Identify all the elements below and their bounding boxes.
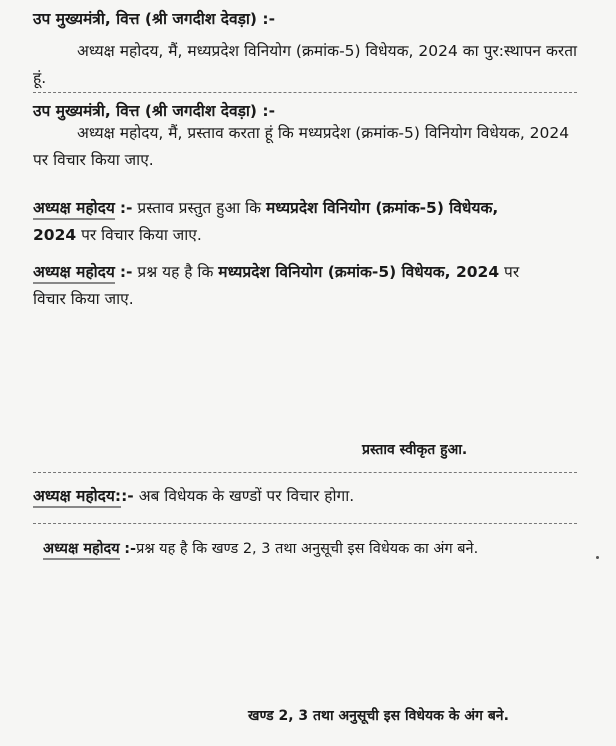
section-4-text-2: पर	[504, 263, 520, 281]
section-3-text-1: प्रस्ताव प्रस्तुत हुआ कि	[137, 199, 262, 217]
divider-2	[33, 472, 577, 473]
speaker-label: अध्यक्ष महोदय	[43, 541, 120, 560]
label-separator: :-	[119, 199, 133, 217]
divider-3	[33, 523, 577, 524]
section-6-text: प्रश्न यह है कि खण्ड 2, 3 तथा अनुसूची इस विधेयक का अंग बने.	[136, 541, 479, 557]
speaker-label: अध्यक्ष महोदय	[33, 263, 115, 284]
bill-name: मध्यप्रदेश विनियोग (क्रमांक-5) विधेयक,	[265, 199, 499, 217]
section-2-text: अध्यक्ष महोदय, मैं, प्रस्ताव करता हूं कि मध्यप्रदेश (क्रमांक-5) विनियोग विधेयक, 2024 पर विचार किया जाए.	[33, 124, 570, 169]
section-3	[33, 195, 583, 249]
speaker-heading-1: उप मुख्यमंत्री, वित्त (श्री जगदीश देवड़ा) :-	[33, 10, 276, 28]
section-1-text: अध्यक्ष महोदय, मैं, मध्यप्रदेश विनियोग (क्रमांक-5) विधेयक, 2024 का पुर:स्थापन करता हूं.	[33, 42, 578, 87]
section-4-text-3: विचार किया जाए.	[33, 290, 134, 308]
motion-accepted: प्रस्ताव स्वीकृत हुआ.	[362, 442, 468, 458]
section-6	[43, 537, 478, 561]
speaker-label: अध्यक्ष महोदय:	[33, 487, 121, 508]
label-separator: :-	[124, 541, 137, 557]
section-5-text: अब विधेयक के खण्डों पर विचार होगा.	[138, 487, 355, 505]
section-5	[33, 483, 354, 510]
section-4	[33, 259, 593, 313]
label-separator: :-	[121, 487, 134, 505]
bill-year: 2024	[33, 226, 77, 244]
section-3-text-2: पर विचार किया जाए.	[81, 226, 202, 244]
speaker-label: अध्यक्ष महोदय	[33, 199, 115, 220]
bill-name: मध्यप्रदेश विनियोग (क्रमांक-5) विधेयक, 2024	[218, 263, 500, 281]
label-separator: :-	[119, 263, 133, 281]
stray-mark	[596, 556, 599, 559]
clauses-accepted: खण्ड 2, 3 तथा अनुसूची इस विधेयक के अंग बने.	[248, 708, 509, 724]
divider-1	[33, 92, 577, 93]
speaker-heading-2: उप मुख्यमंत्री, वित्त (श्री जगदीश देवड़ा) :-	[33, 102, 276, 120]
section-4-text-1: प्रश्न यह है कि	[137, 263, 214, 281]
